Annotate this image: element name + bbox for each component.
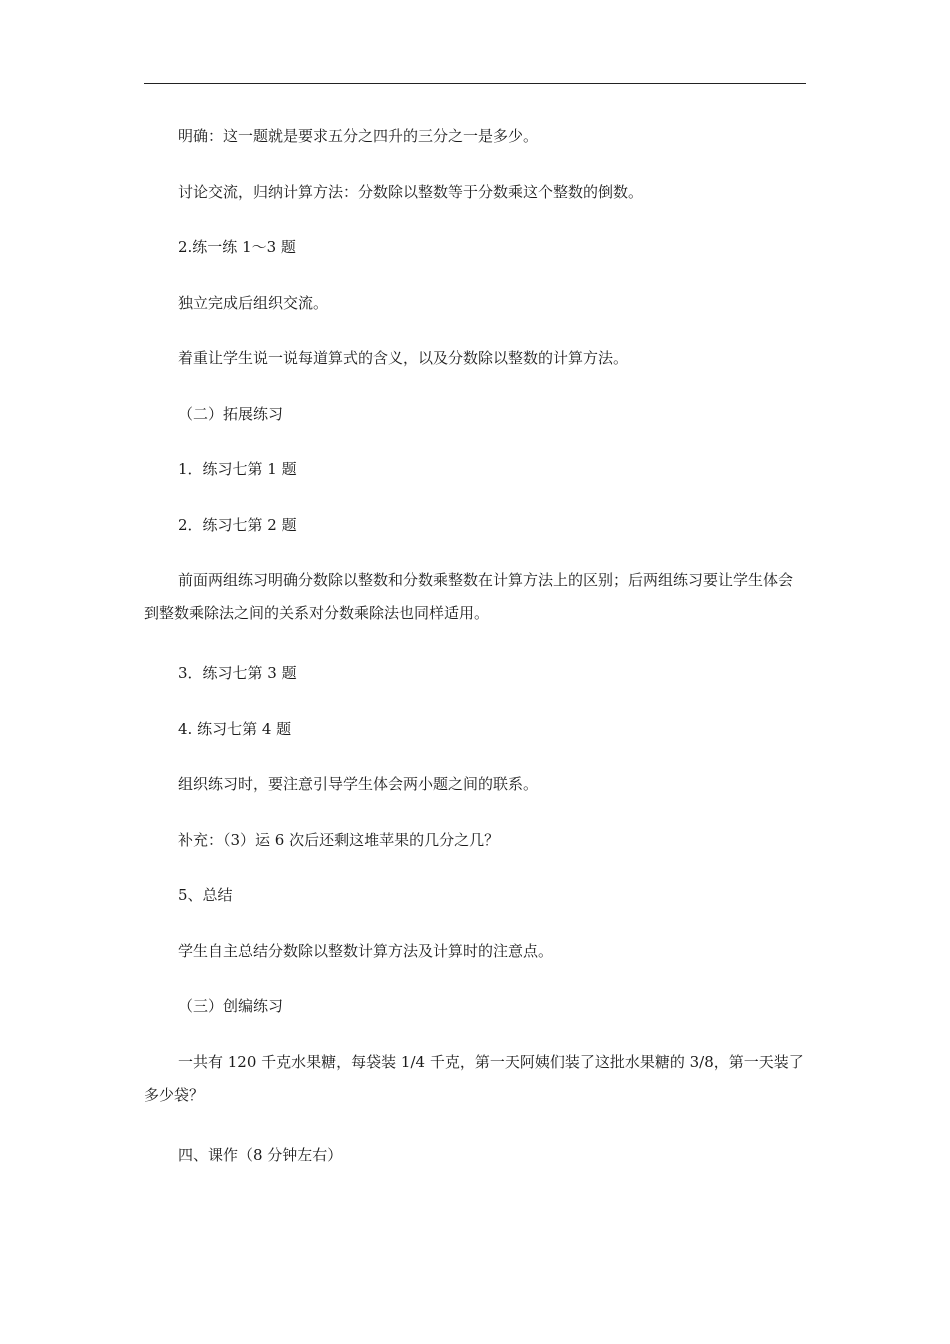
paragraph-exercise-4: 4. 练习七第 4 题 bbox=[178, 720, 292, 738]
paragraph-comparison: 前面两组练习明确分数除以整数和分数乘整数在计算方法上的区别；后两组练习要让学生体会到整数乘除法之间的关系对分数乘除法也同样适用。 bbox=[144, 571, 794, 622]
paragraph-candy-problem: 一共有 120 千克水果糖，每袋装 1/4 千克，第一天阿姨们装了这批水果糖的 3/8，第一天装了多少袋？ bbox=[144, 1053, 804, 1104]
paragraph-summary: 学生自主总结分数除以整数计算方法及计算时的注意点。 bbox=[178, 942, 554, 960]
paragraph-exercise-2: 2．练习七第 2 题 bbox=[178, 516, 297, 534]
paragraph-practice-heading: 2.练一练 1～3 题 bbox=[178, 238, 296, 256]
section-heading-creative: （三）创编练习 bbox=[178, 997, 284, 1015]
paragraph-organize: 组织练习时，要注意引导学生体会两小题之间的联系。 bbox=[178, 775, 539, 793]
paragraph-exercise-3: 3．练习七第 3 题 bbox=[178, 664, 297, 682]
paragraph-discussion: 讨论交流，归纳计算方法：分数除以整数等于分数乘这个整数的倒数。 bbox=[178, 183, 644, 201]
paragraph-independent: 独立完成后组织交流。 bbox=[178, 294, 329, 312]
paragraph-exercise-1: 1．练习七第 1 题 bbox=[178, 460, 297, 478]
header-rule bbox=[144, 83, 806, 84]
paragraph-emphasis: 着重让学生说一说每道算式的含义，以及分数除以整数的计算方法。 bbox=[178, 349, 629, 367]
paragraph-summary-heading: 5、总结 bbox=[178, 886, 233, 904]
section-heading-extension: （二）拓展练习 bbox=[178, 405, 284, 423]
section-heading-homework: 四、课作（8 分钟左右） bbox=[178, 1146, 343, 1164]
paragraph-clarify: 明确：这一题就是要求五分之四升的三分之一是多少。 bbox=[178, 127, 539, 145]
paragraph-supplement: 补充：（3）运 6 次后还剩这堆苹果的几分之几？ bbox=[178, 831, 500, 849]
